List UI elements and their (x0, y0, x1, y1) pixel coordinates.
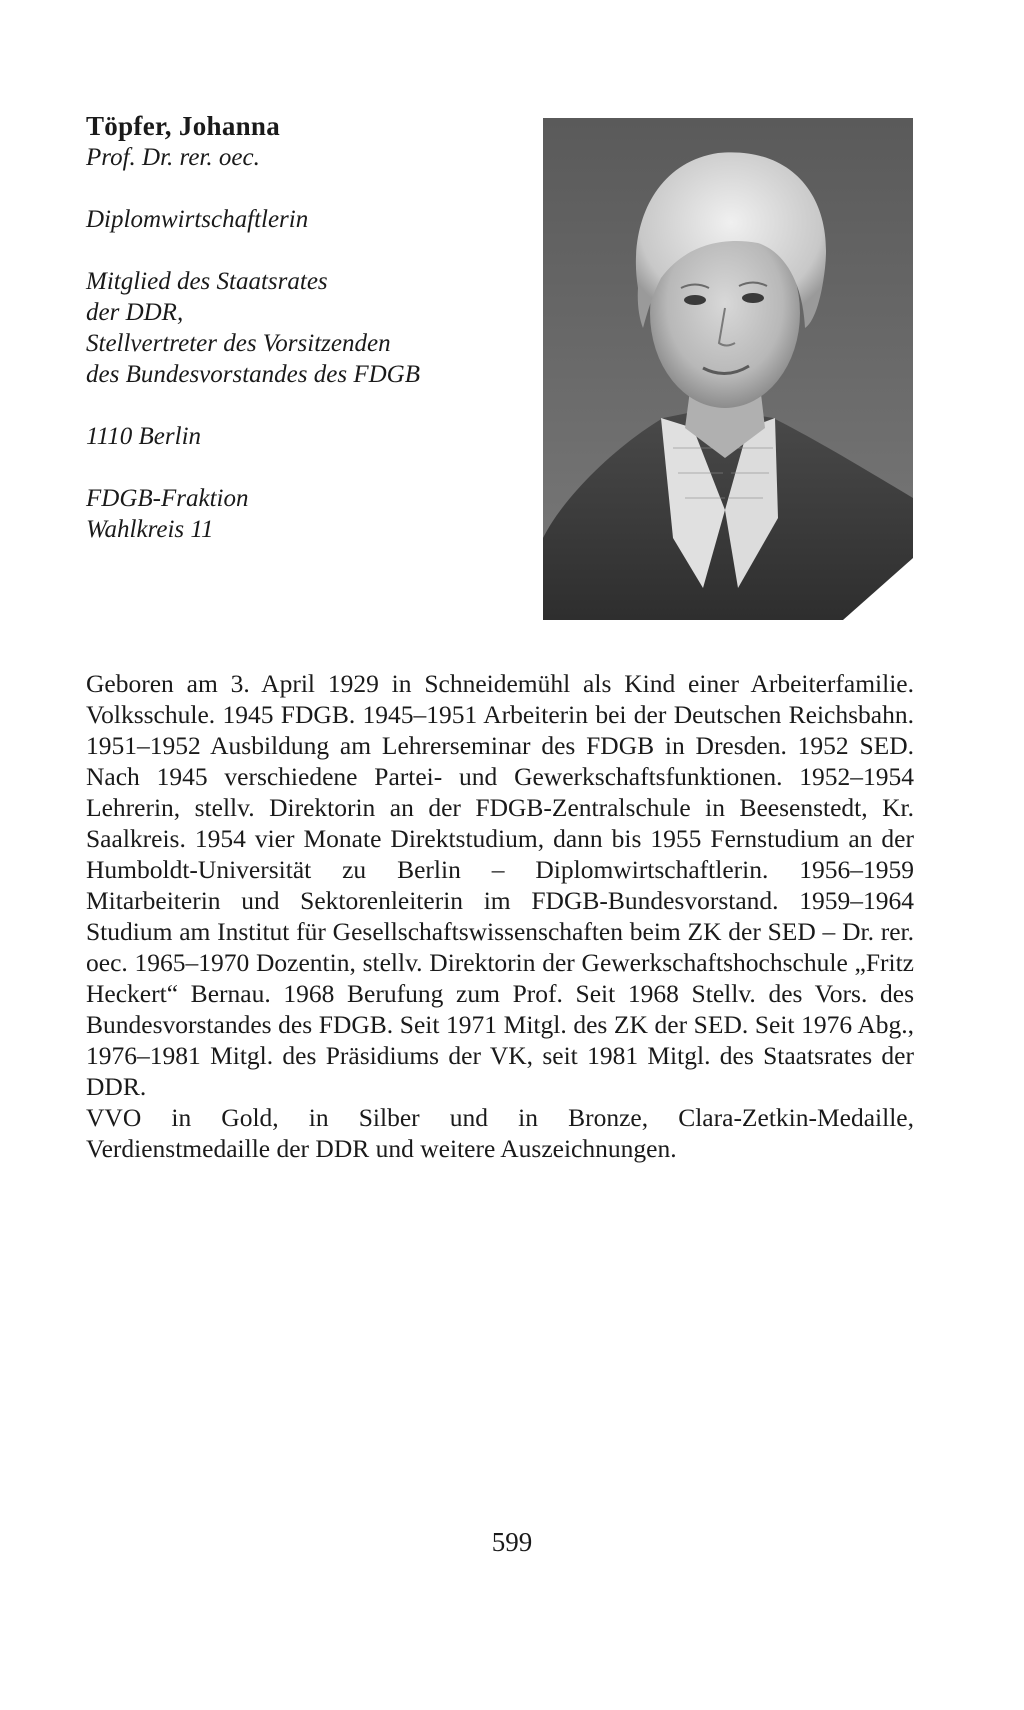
functions (86, 266, 526, 390)
address-line: 1110 Berlin (86, 423, 202, 450)
biography (86, 668, 914, 1164)
page-number: 599 (491, 1527, 533, 1557)
profession-line: Diplomwirtschaftlerin (86, 206, 309, 233)
function-line: des Bundesvorstandes des FDGB (86, 361, 420, 388)
awards-paragraph: VVO in Gold, in Silber und in Bronze, Clara-Zetkin-Medaille, Verdienstmedaille der DDR und weitere Auszeichnungen. (86, 1103, 914, 1163)
function-line: der DDR, (86, 299, 184, 326)
portrait-image (543, 118, 913, 620)
faction (86, 483, 526, 545)
biography-paragraph: Geboren am 3. April 1929 in Schneidemühl als Kind einer Arbeiterfamilie. Volksschule. 1945 FDGB. 1945–1951 Arbeiterin bei der Deutschen Reichsbahn. 1951–1952 Ausbildung am Lehrerseminar des FDGB in Dresden. 1952 SED. Nach 1945 verschiedene Partei- und Gewerkschaftsfunktionen. 1952–1954 Lehrerin, stellv. Direktorin an der FDGB-Zentralschule in Beesenstedt, Kr. Saalkreis. 1954 vier Monate Direktstudium, dann bis 1955 Fernstudium an der Humboldt-Universität zu Berlin – Diplomwirtschaftlerin. 1956–1959 Mitarbeiterin und Sektorenleiterin im FDGB-Bundesvorstand. 1959–1964 Studium am Institut für Gesellschaftswissenschaften beim ZK der SED – Dr. rer. oec. 1965–1970 Dozentin, stellv. Direktorin der Gewerkschaftshochschule „Fritz Heckert“ Bernau. 1968 Berufung zum Prof. Seit 1968 Stellv. des Vors. des Bundesvorstandes des FDGB. Seit 1971 Mitgl. des ZK der SED. Seit 1976 Abg., 1976–1981 Mitgl. des Präsidiums der VK, seit 1981 Mitgl. des Staatsrates der DDR. (86, 669, 914, 1101)
function-line: Mitglied des Staatsrates (86, 268, 328, 295)
entry-header (86, 110, 526, 545)
address (86, 421, 526, 452)
person-name: Töpfer, Johanna (86, 111, 281, 141)
academic-title: Prof. Dr. rer. oec. (86, 144, 260, 171)
constituency-line: Wahlkreis 11 (86, 516, 214, 543)
profession (86, 204, 526, 235)
function-line: Stellvertreter des Vorsitzenden (86, 330, 391, 357)
portrait-photo (543, 118, 913, 620)
faction-line: FDGB-Fraktion (86, 485, 249, 512)
